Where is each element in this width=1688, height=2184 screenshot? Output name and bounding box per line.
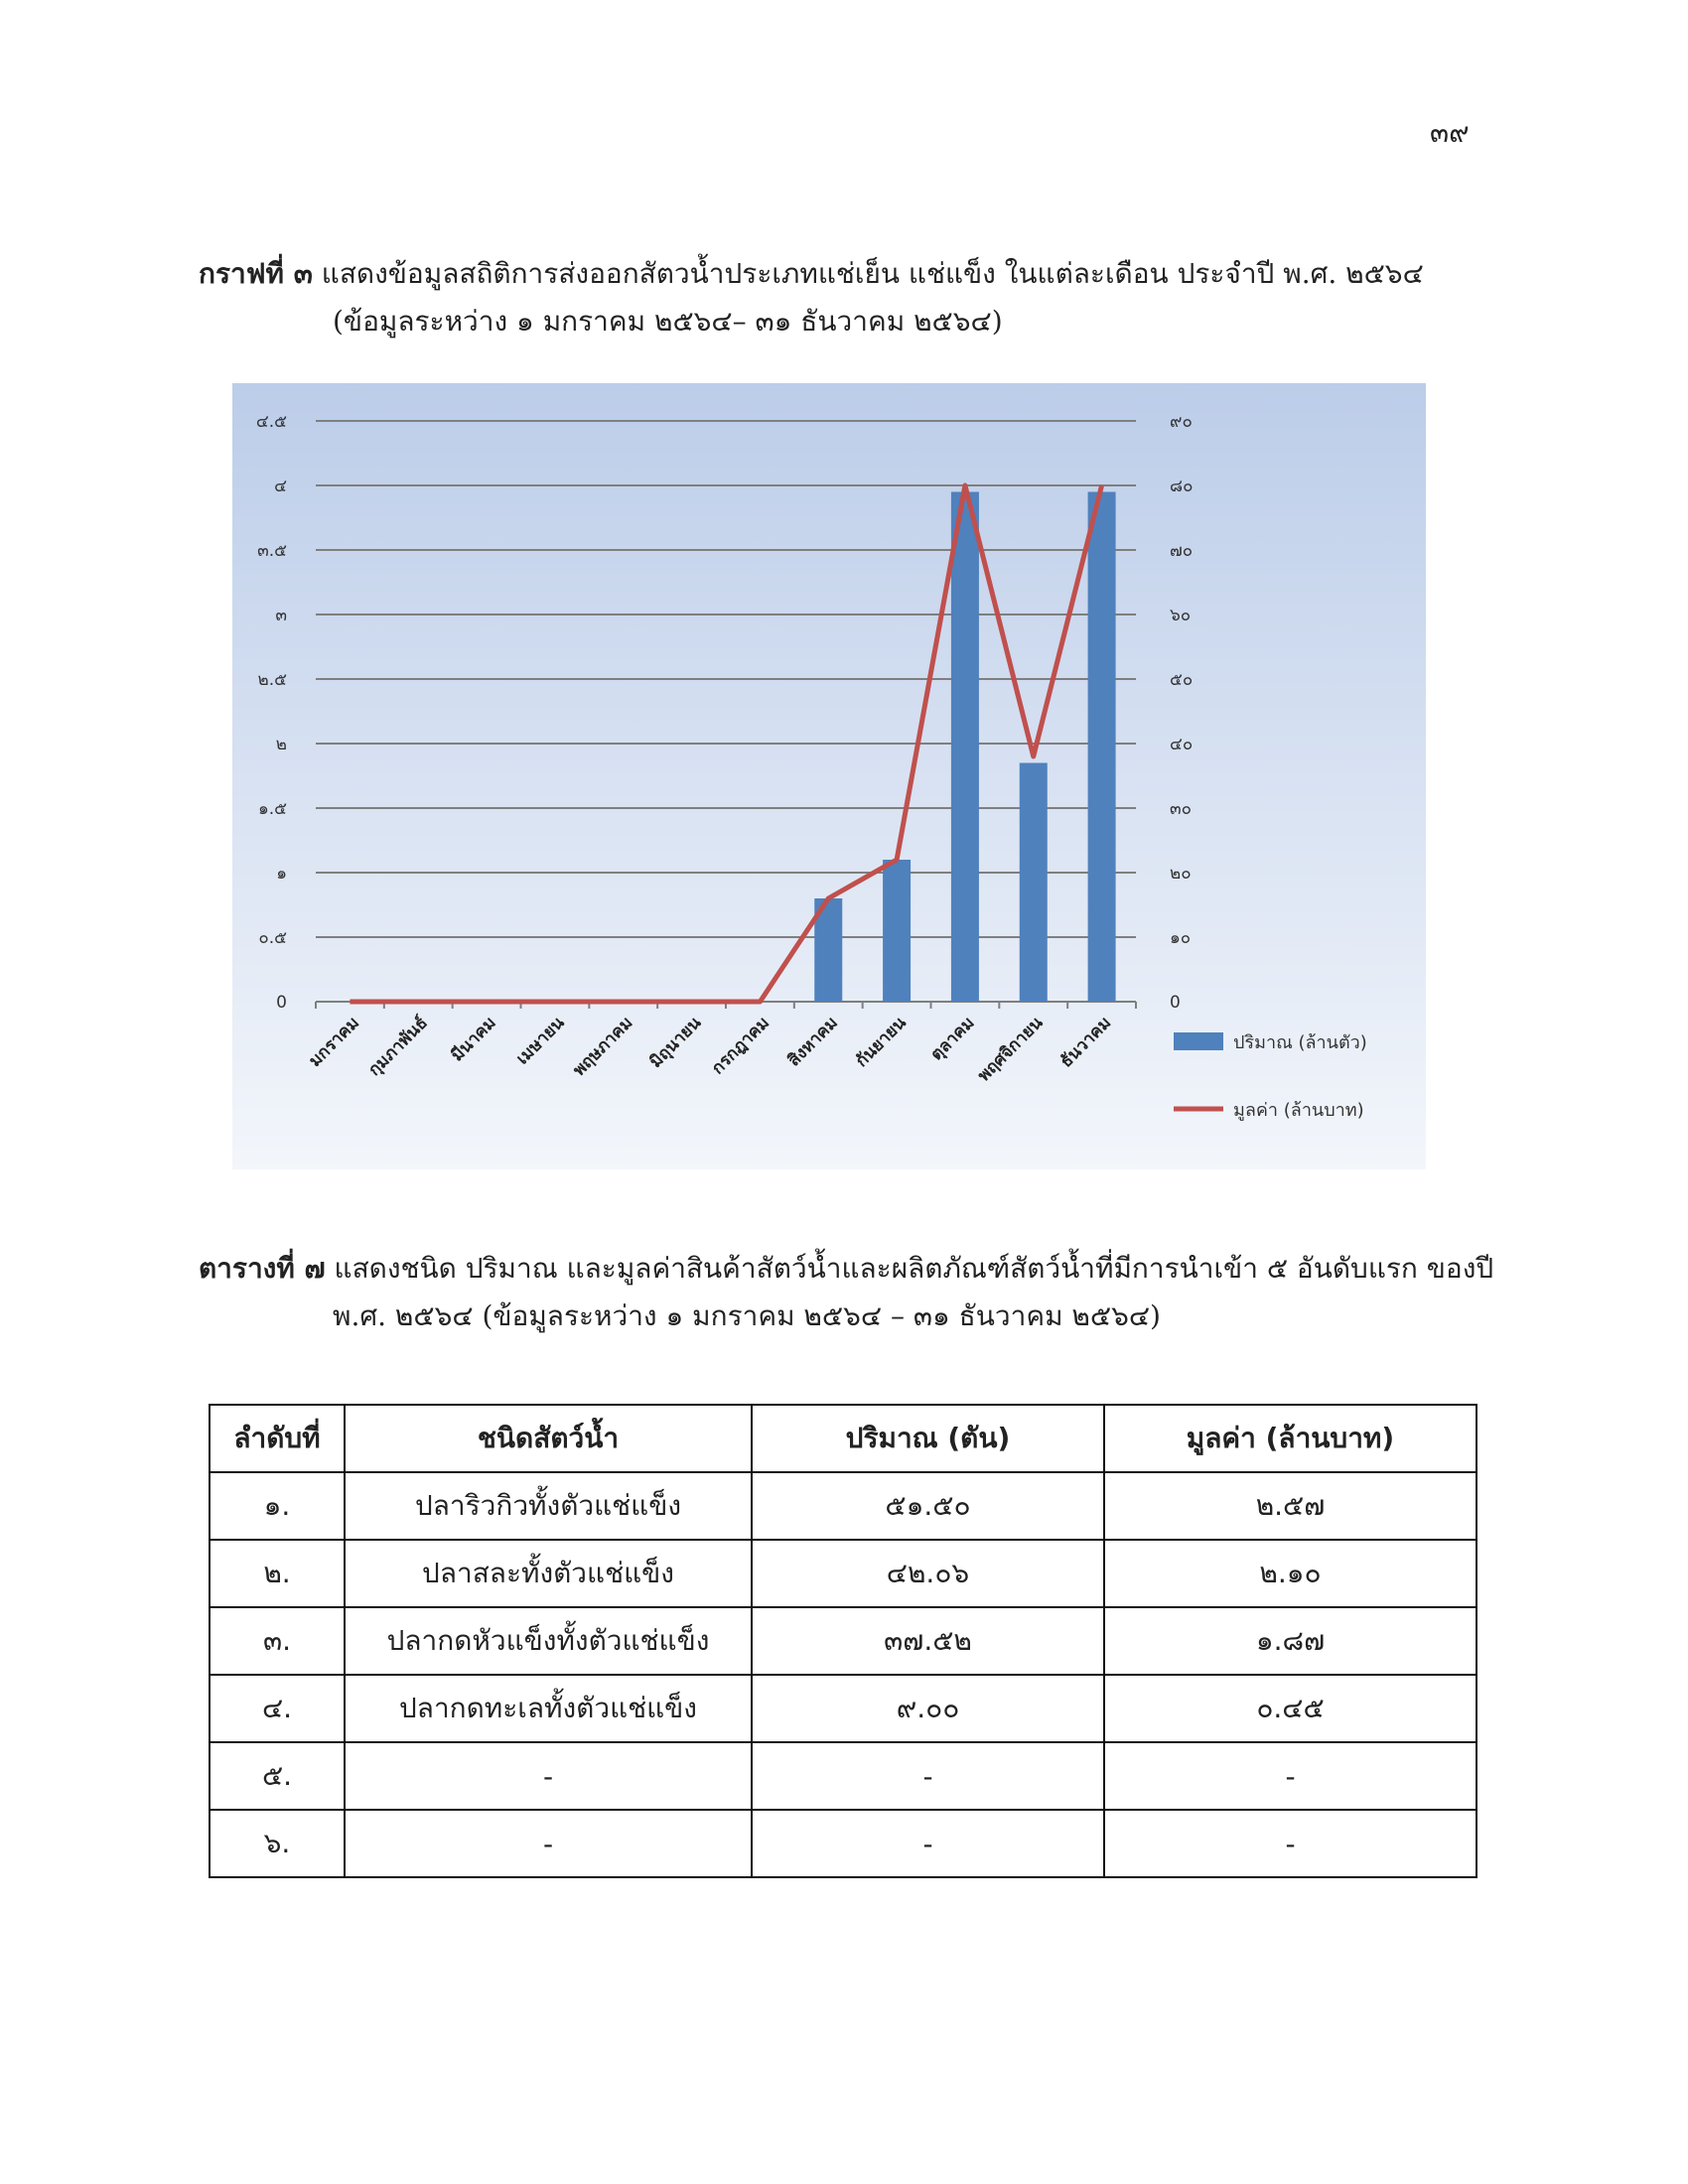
cell-species: ปลาริวกิวทั้งตัวแช่แข็ง	[345, 1472, 752, 1540]
right-axis-tick-label: ๒๐	[1170, 864, 1192, 884]
bar	[1020, 763, 1048, 1003]
left-axis-tick-label: ๔.๕	[255, 412, 287, 432]
legend-bar-label: ปริมาณ (ล้านตัว)	[1233, 1032, 1367, 1053]
category-label: มิถุนายน	[645, 1013, 706, 1072]
cell-value: ๒.๑๐	[1104, 1540, 1477, 1607]
legend-line-label: มูลค่า (ล้านบาท)	[1233, 1100, 1364, 1121]
right-axis-tick-label: ๔๐	[1170, 735, 1194, 754]
category-label: ตุลาคม	[926, 1013, 979, 1065]
cell-quantity: -	[752, 1742, 1104, 1810]
left-axis-tick-label: ๑.๕	[257, 799, 287, 819]
category-label: สิงหาคม	[783, 1013, 842, 1071]
bar	[1088, 492, 1116, 1003]
right-axis-tick-label: ๓๐	[1170, 799, 1192, 819]
left-axis-tick-label: ๐.๕	[258, 928, 287, 948]
category-label: ธันวาคม	[1055, 1013, 1116, 1072]
left-axis-tick-label: ๓	[275, 606, 287, 625]
cell-quantity: ๓๗.๕๒	[752, 1607, 1104, 1675]
table-row	[210, 1675, 1477, 1742]
right-axis-tick-label: ๖๐	[1170, 606, 1192, 625]
cell-rank: ๑.	[210, 1472, 345, 1540]
cell-quantity: ๙.๐๐	[752, 1675, 1104, 1742]
bar	[951, 492, 979, 1003]
cell-rank: ๔.	[210, 1675, 345, 1742]
right-axis-tick-label: 0	[1170, 993, 1181, 1013]
table-row	[210, 1540, 1477, 1607]
category-label: พฤศจิกายน	[973, 1013, 1048, 1086]
table-row	[210, 1472, 1477, 1540]
right-axis-tick-label: ๕๐	[1170, 670, 1194, 690]
table-row	[210, 1742, 1477, 1810]
cell-value: ๐.๔๕	[1104, 1675, 1477, 1742]
cell-value: -	[1104, 1742, 1477, 1810]
right-axis-tick-label: ๗๐	[1170, 541, 1194, 561]
left-axis-tick-label: ๑	[276, 864, 287, 884]
table-header-row	[210, 1405, 1477, 1472]
left-axis-tick-label: ๒.๕	[257, 670, 287, 690]
cell-value: ๑.๘๗	[1104, 1607, 1477, 1675]
right-axis-tick-label: ๑๐	[1170, 928, 1192, 948]
cell-species: ปลากดทะเลทั้งตัวแช่แข็ง	[345, 1675, 752, 1742]
bar	[883, 860, 911, 1002]
import-table	[209, 1404, 1477, 1878]
header-value: มูลค่า (ล้านบาท)	[1104, 1405, 1477, 1472]
legend-bar-swatch	[1174, 1032, 1223, 1050]
category-label: มีนาคม	[447, 1013, 500, 1066]
cell-quantity: ๔๒.๐๖	[752, 1540, 1104, 1607]
header-species: ชนิดสัตว์น้ำ	[345, 1405, 752, 1472]
graph-caption-line2: (ข้อมูลระหว่าง ๑ มกราคม ๒๕๖๔– ๓๑ ธันวาคม ๒๕๖๔)	[333, 305, 1003, 338]
table-row	[210, 1810, 1477, 1877]
cell-rank: ๖.	[210, 1810, 345, 1877]
cell-species: -	[345, 1742, 752, 1810]
cell-value: ๒.๕๗	[1104, 1472, 1477, 1540]
cell-species: ปลาสละทั้งตัวแช่แข็ง	[345, 1540, 752, 1607]
category-label: เมษายน	[512, 1013, 569, 1069]
cell-rank: ๓.	[210, 1607, 345, 1675]
right-axis-tick-label: ๙๐	[1170, 412, 1193, 432]
header-rank: ลำดับที่	[210, 1405, 345, 1472]
graph-caption-text: แสดงข้อมูลสถิติการส่งออกสัตวน้ำประเภทแช่เย็น แช่แข็ง ในแต่ละเดือน ประจำปี พ.ศ. ๒๕๖๔	[321, 257, 1424, 290]
category-label: กุมภาพันธ์	[364, 1013, 432, 1080]
table-row	[210, 1607, 1477, 1675]
cell-species: ปลากดหัวแข็งทั้งตัวแช่แข็ง	[345, 1607, 752, 1675]
export-chart	[232, 383, 1426, 1169]
cell-quantity: ๕๑.๕๐	[752, 1472, 1104, 1540]
category-label: พฤษภาคม	[569, 1013, 637, 1081]
cell-species: -	[345, 1810, 752, 1877]
category-label: กันยายน	[851, 1013, 911, 1072]
left-axis-tick-label: ๒	[275, 735, 287, 754]
category-label: กรกฎาคม	[708, 1013, 774, 1079]
cell-rank: ๕.	[210, 1742, 345, 1810]
graph-caption	[199, 250, 1424, 345]
right-axis-tick-label: ๘๐	[1170, 477, 1194, 496]
left-axis-tick-label: 0	[276, 993, 287, 1013]
left-axis-tick-label: ๓.๕	[257, 541, 287, 561]
category-label: มกราคม	[305, 1013, 363, 1071]
table-caption	[199, 1245, 1493, 1340]
cell-quantity: -	[752, 1810, 1104, 1877]
table-caption-label: ตารางที่ ๗	[199, 1252, 326, 1285]
page-number: ๓๙	[1430, 116, 1470, 149]
header-quantity: ปริมาณ (ตัน)	[752, 1405, 1104, 1472]
chart-svg	[232, 383, 1426, 1169]
graph-caption-label: กราฟที่ ๓	[199, 257, 313, 290]
cell-rank: ๒.	[210, 1540, 345, 1607]
table-caption-text: แสดงชนิด ปริมาณ และมูลค่าสินค้าสัตว์น้ำและผลิตภัณฑ์สัตว์น้ำที่มีการนำเข้า ๕ อันดับแรก ของปี	[334, 1252, 1494, 1285]
cell-value: -	[1104, 1810, 1477, 1877]
table-caption-line2: พ.ศ. ๒๕๖๔ (ข้อมูลระหว่าง ๑ มกราคม ๒๕๖๔ – ๓๑ ธันวาคม ๒๕๖๔)	[333, 1299, 1161, 1332]
left-axis-tick-label: ๔	[274, 477, 287, 496]
